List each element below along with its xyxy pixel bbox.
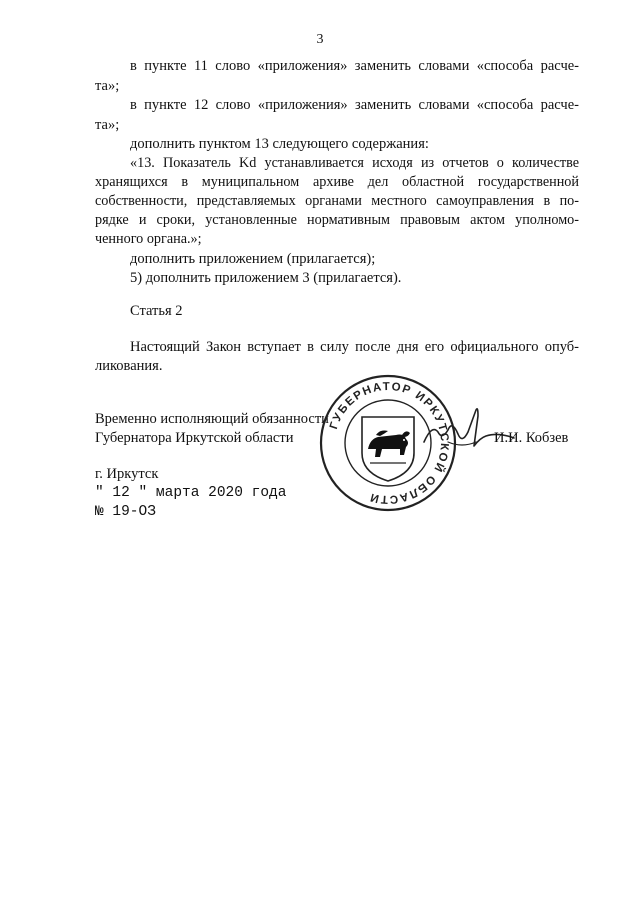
body-line-7: хранящихся в муниципальном архиве дел областной государственной [95, 174, 579, 190]
body-line-4: та»; [95, 117, 120, 133]
body-line-1: в пункте 11 слово «приложения» заменить словами «способа расче- [130, 58, 579, 74]
body-line-6: «13. Показатель Kd устанавливается исходя из отчетов о количестве [130, 155, 579, 171]
date-line: " 12 " марта 2020 года [95, 485, 287, 501]
article-text-line-2: ликования. [95, 358, 163, 374]
page-number: 3 [316, 32, 324, 47]
body-line-9: рядке и сроки, установленные нормативным правовым актом уполномо- [95, 212, 579, 228]
body-line-3: в пункте 12 слово «приложения» заменить словами «способа расче- [130, 97, 579, 113]
body-line-5: дополнить пунктом 13 следующего содержания: [130, 136, 429, 152]
body-line-12: 5) дополнить приложением 3 (прилагается). [130, 270, 402, 286]
body-line-10: ченного органа.»; [95, 231, 202, 247]
article-text-line-1: Настоящий Закон вступает в силу после дня его официального опуб- [130, 339, 579, 355]
article-heading: Статья 2 [130, 303, 183, 319]
seal-text: ГУБЕРНАТОР ИРКУТСКОЙ ОБЛАСТИ [327, 380, 451, 506]
signature-position-line-1: Временно исполняющий обязанности [95, 411, 329, 427]
signature-position-line-2: Губернатора Иркутской области [95, 430, 294, 446]
body-line-8: собственности, представляемых органами местного самоуправления в по- [95, 193, 579, 209]
body-line-11: дополнить приложением (прилагается); [130, 251, 376, 267]
body-line-2: та»; [95, 78, 120, 94]
place-of-signing: г. Иркутск [95, 466, 159, 482]
signatory-name: И.И. Кобзев [494, 430, 569, 446]
law-number: № 19-ОЗ [95, 504, 156, 520]
